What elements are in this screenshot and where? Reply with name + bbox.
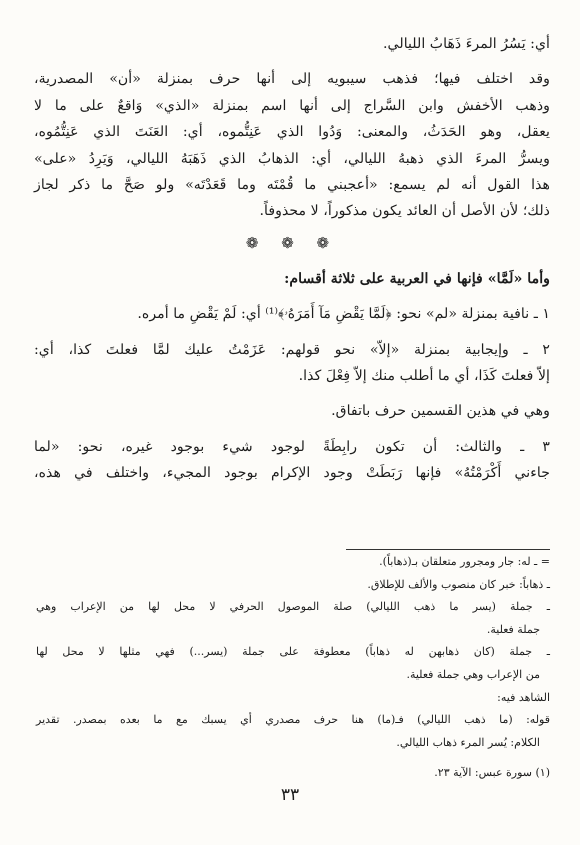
text-line: ٣ ـ والثالث: أن تكون رابِطَةً لوجود شيء بوجود غيره، نحو: «لما [34,438,550,455]
text-line: ذلك؛ لأن الأصل أن العائد يكون مذكوراً، لا محذوفاً. [259,203,550,220]
footnote-separator [346,549,550,550]
text-line: وأما «لَمَّا» فإنها في العربية على ثلاثة أقسام: [284,270,550,287]
footnote-line: الشاهد فيه: [497,690,550,704]
paragraph-7 [34,434,550,487]
paragraph-3 [34,266,550,292]
text-line: يعقل، وهو الحَدَثُ، والمعنى: وَدُوا الذي عَنِتُّموه، أي: العَنَتَ الذي عَنِتُّمُوه، [34,124,550,141]
footnote-line: = ـ له: جار ومجرور متعلقان بـ(ذهاباً). [379,555,550,568]
text-line: وهي في هذين القسمين حرف باتفاق. [331,403,550,420]
footnote-line: ـ جملة (يسر ما ذهب الليالي) صلة الموصول الحرفي لا محل لها من الإعراب وهي [36,600,550,614]
main-text [34,31,550,495]
footnote-line: ـ جملة (كان ذهابهن له ذهاباً) معطوفة على جملة (يسر...) فهي مثلها لا محل لها [36,645,550,659]
page-number: ٣٣ [280,785,300,805]
footnote-line: جملة فعلية. [486,622,540,636]
paragraph-5 [34,337,550,390]
paragraph-6 [34,398,550,424]
text-line: ٢ ـ وإيجابية بمنزلة «إلاّ» نحو قولهم: عَزَمْتُ عليك لمَّا فعلتَ كذا، أي: [34,341,550,358]
section-divider-ornament: ❁ ❁ ❁ [245,233,339,252]
footnote-line: (١) سورة عبس: الآية ٢٣. [434,766,550,780]
paragraph-2 [34,66,550,224]
paragraph-1 [34,31,550,57]
footnotes [36,551,550,785]
footnote-line: الكلام: يُسر المرء ذهاب الليالي. [396,735,540,749]
footnote-line: قوله: (ما ذهب الليالي) فـ(ما) هنا حرف مصدري أي يسبك مع ما بعده بمصدر. تقدير [36,713,550,727]
text-line: وقد اختلف فيها؛ فذهب سيبويه إلى أنها حرف بمنزلة «أن» المصدرية، [34,71,550,88]
text-line: ١ ـ نافية بمنزلة «لم» نحو: ﴿لَمَّا يَقْضِ مَآ أَمَرَهُۥ﴾⁽¹⁾ أي: لَمْ يَقْضِ ما أمره. [137,306,550,323]
text-line: هذا القول أنه لم يسمع: «أعجبني ما قُمْتَه وما قَعَدْتَه» ولو صَحَّ ما ذكر لجاز [34,176,550,193]
footnote-line: من الإعراب وهي جملة فعلية. [406,667,540,681]
text-line: وذهب الأخفش وابن السَّراج إلى أنها اسم بمنزلة «الذي» وَاقعٌ على ما لا [34,97,550,114]
text-line: أي: يَسُرُ المرءَ ذَهَابُ الليالي. [383,36,550,52]
paragraph-4 [34,301,550,327]
text-line: إلاّ فعلتَ كَذَا، أي ما أطلب منك إلاّ فِعْلَ كذا. [298,367,550,384]
text-line: جاءني أَكْرَمْتُهُ» فإنها رَبَطَتْ وجود الإكرام بوجود المجيء، واختلف في هذه، [34,465,550,482]
text-line: ويسرُّ المرءَ الذي ذهبهُ الليالي، أي: الذهابُ الذي ذَهَبَهُ الليالي، وَيَرِدُ «على» [34,150,550,167]
footnote-line: ـ ذهاباً: خبر كان منصوب والألف للإطلاق. [367,577,550,591]
